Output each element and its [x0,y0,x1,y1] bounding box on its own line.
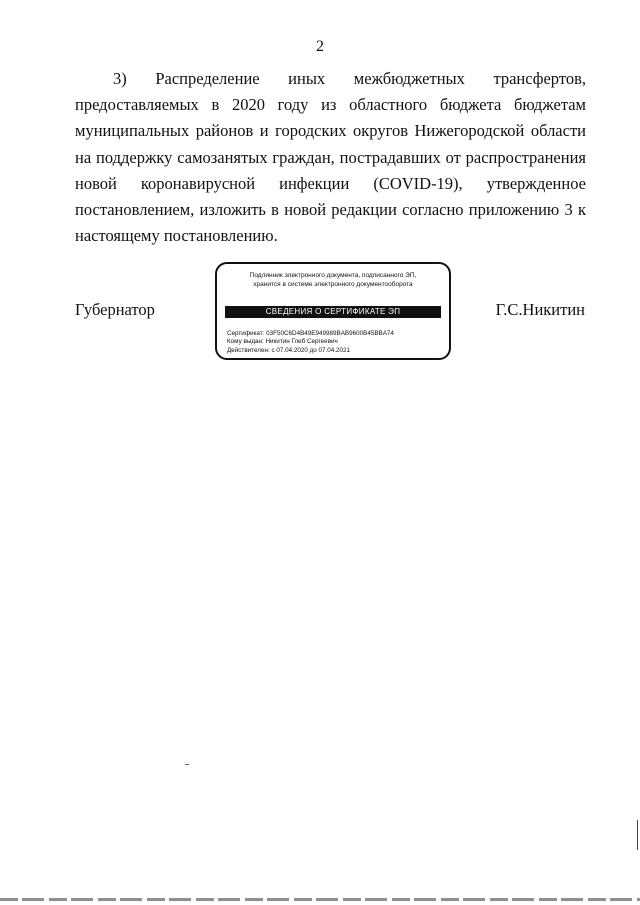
scan-edge-artifact [0,898,640,901]
stamp-details [227,330,394,355]
paragraph [75,66,586,249]
electronic-signature-stamp [215,262,451,360]
paragraph-line: постановлением, изложить в новой редакции согласно приложению 3 к [75,200,586,220]
stamp-validity: Действителен: с 07.04.2020 до 07.04.2021 [227,346,351,354]
paragraph-line: настоящему постановлению. [75,226,278,246]
paragraph-line: новой коронавирусной инфекции (COVID-19), утвержденное [75,173,586,193]
stamp-title-bar: СВЕДЕНИЯ О СЕРТИФИКАТЕ ЭП [225,306,441,318]
stamp-header [217,271,449,289]
stamp-issued-to: Кому выдан: Никитин Глеб Сергеевич [227,338,338,346]
signature-name: Г.С.Никитин [495,300,585,319]
page-number: 2 [316,38,324,55]
stamp-header-line: Подлинник электронного документа, подписанного ЭП, [249,272,417,279]
stamp-certificate: Сертификат: 03F50C6D4B49E949989BAB9600B45BBA74 [227,330,394,337]
stamp-header-line: хранится в системе электронного документооборота [253,281,413,288]
scan-artifact [637,820,638,850]
paragraph-line: предоставляемых в 2020 году из областного бюджета бюджетам [75,95,586,115]
signature-title: Губернатор [75,300,155,319]
paragraph-line: муниципальных районов и городских округов Нижегородской области [75,121,586,141]
paragraph-line: 3) Распределение иных межбюджетных трансфертов, [113,69,586,88]
paragraph-line: на поддержку самозанятых граждан, пострадавших от распространения [75,147,586,167]
scan-artifact [185,764,189,765]
